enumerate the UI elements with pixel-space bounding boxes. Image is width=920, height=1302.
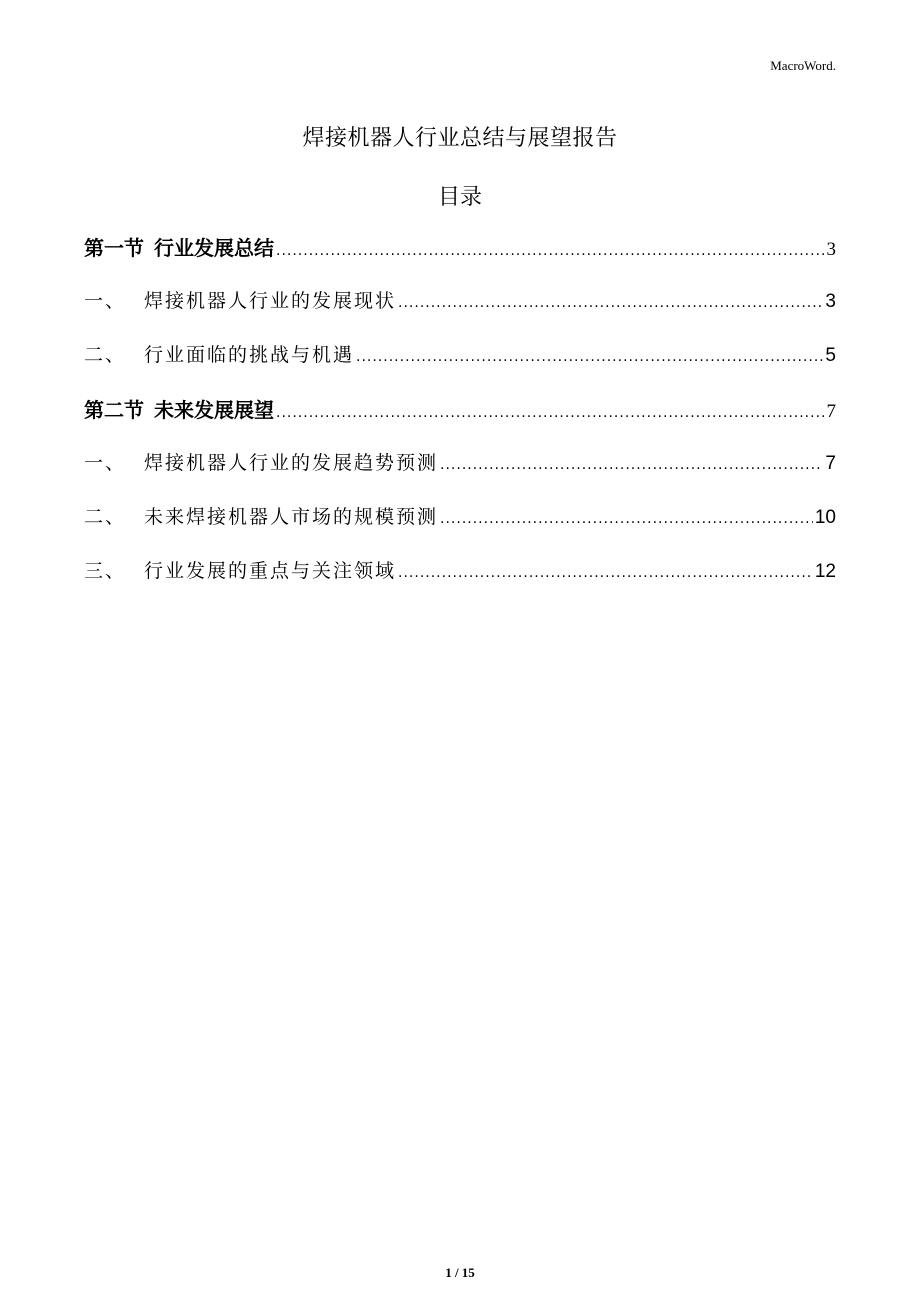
toc-entry-page: 5 (825, 345, 836, 366)
toc-entry-page: 10 (814, 507, 836, 528)
toc-entry-number: 第一节 (84, 236, 144, 260)
toc-dot-leader (276, 405, 825, 421)
toc-dot-leader (440, 511, 813, 527)
toc-entry-sub-1-1[interactable] (84, 286, 836, 340)
toc-entry-label: 未来发展展望 (154, 398, 274, 422)
toc-entry-section-1[interactable] (84, 232, 836, 286)
table-of-contents (84, 232, 836, 610)
toc-entry-label: 焊接机器人行业的发展现状 (144, 290, 397, 312)
toc-dot-leader (276, 243, 825, 259)
toc-entry-label: 行业发展总结 (154, 236, 274, 260)
toc-entry-sub-2-2[interactable] (84, 502, 836, 556)
toc-entry-label: 行业发展的重点与关注领域 (144, 560, 397, 582)
toc-entry-page: 3 (825, 291, 836, 312)
toc-entry-section-2[interactable] (84, 394, 836, 448)
toc-entry-number: 第二节 (84, 398, 144, 422)
toc-entry-label: 行业面临的挑战与机遇 (144, 344, 355, 366)
document-title: 焊接机器人行业总结与展望报告 (302, 126, 618, 151)
toc-dot-leader (398, 295, 823, 311)
toc-entry-page: 3 (826, 239, 836, 260)
toc-entry-number: 二、 (84, 344, 127, 366)
page-header: MacroWord. (770, 58, 836, 73)
page-indicator: 1 / 15 (445, 1265, 475, 1280)
toc-entry-sub-2-3[interactable] (84, 556, 836, 610)
toc-entry-number: 一、 (84, 452, 127, 474)
toc-dot-leader (440, 457, 823, 473)
toc-entry-page: 7 (826, 401, 836, 422)
toc-heading: 目录 (437, 185, 482, 210)
toc-entry-page: 7 (825, 453, 836, 474)
toc-entry-page: 12 (814, 561, 836, 582)
toc-entry-number: 二、 (84, 506, 127, 528)
toc-entry-number: 三、 (84, 560, 127, 582)
toc-entry-number: 一、 (84, 290, 127, 312)
toc-entry-label: 焊接机器人行业的发展趋势预测 (144, 452, 439, 474)
toc-entry-label: 未来焊接机器人市场的规模预测 (144, 506, 439, 528)
toc-dot-leader (398, 565, 813, 581)
toc-dot-leader (356, 349, 823, 365)
toc-entry-sub-1-2[interactable] (84, 340, 836, 394)
toc-entry-sub-2-1[interactable] (84, 448, 836, 502)
